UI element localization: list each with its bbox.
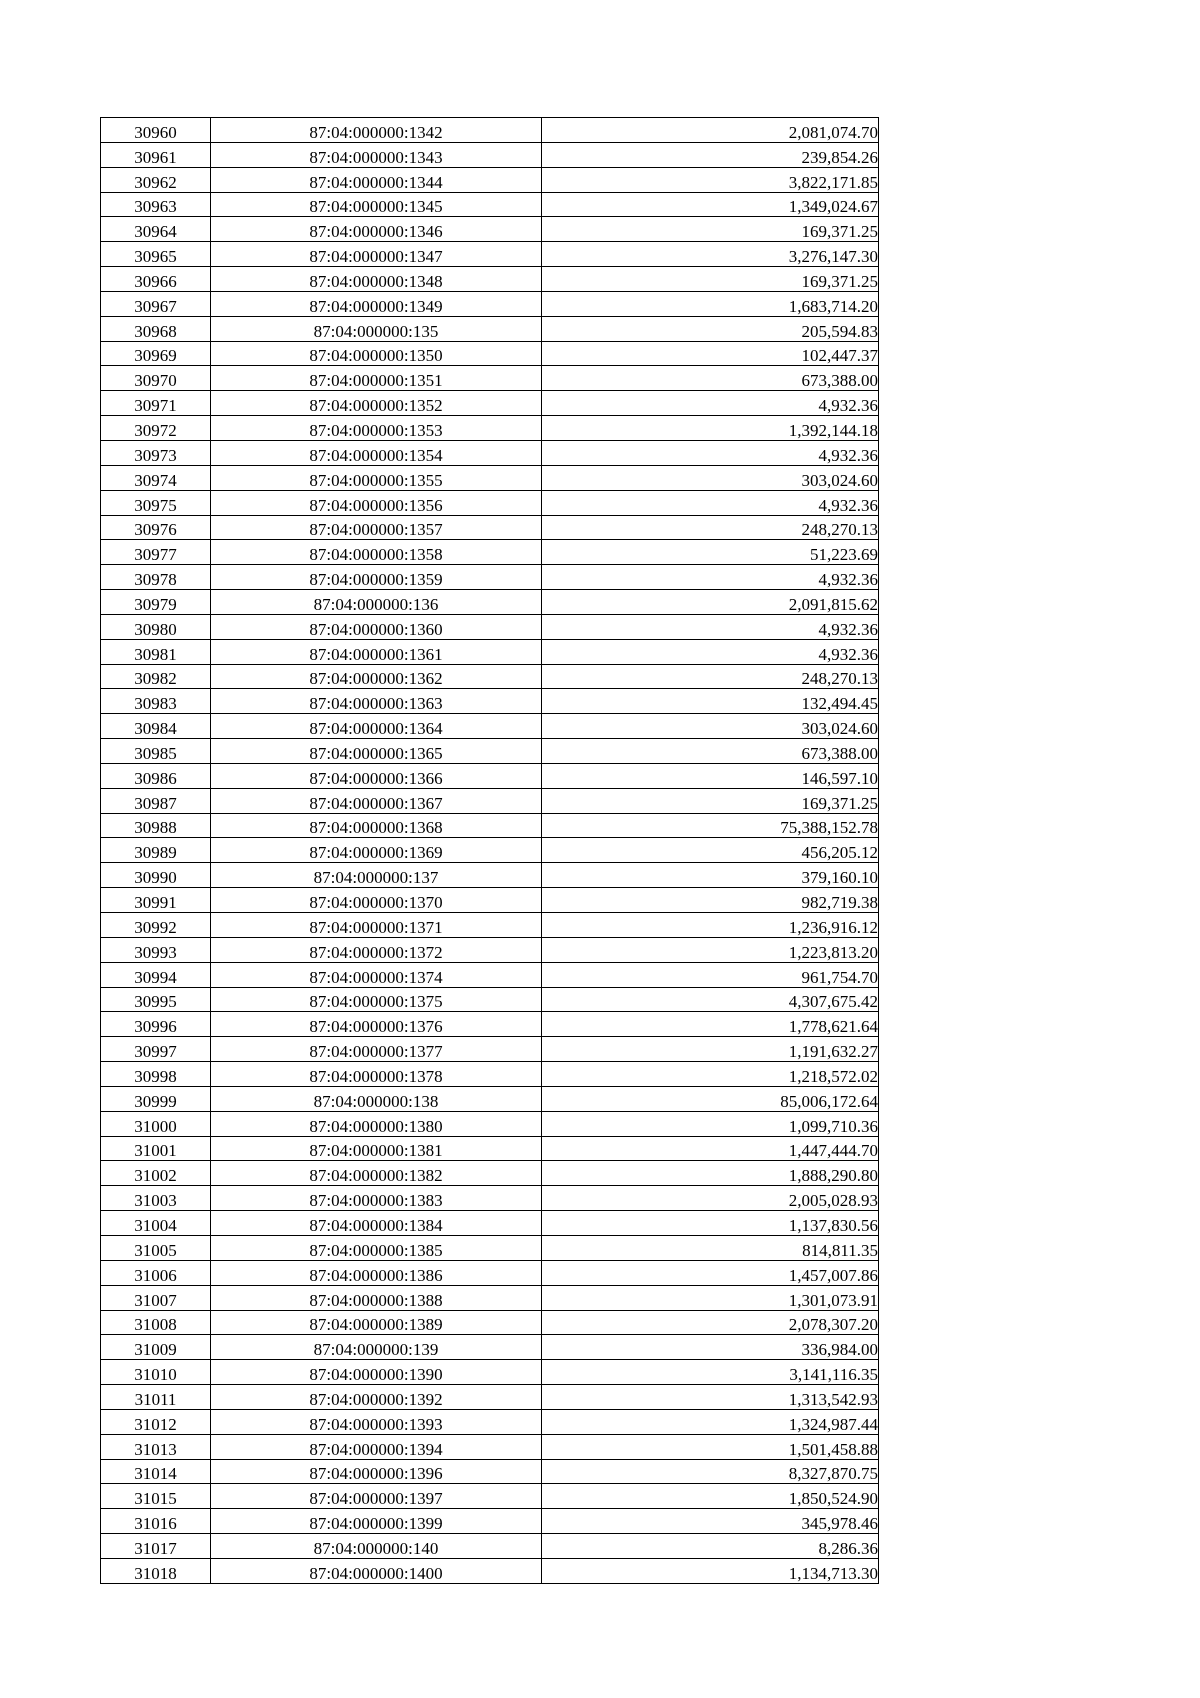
cadastral-number-cell: 87:04:000000:1397 [211, 1484, 542, 1509]
table-row [101, 664, 879, 689]
value-cell: 4,307,675.42 [542, 987, 879, 1012]
table-row [101, 416, 879, 441]
table-row [101, 1260, 879, 1285]
value-cell: 4,932.36 [542, 639, 879, 664]
value-cell: 303,024.60 [542, 714, 879, 739]
cadastral-number-cell: 87:04:000000:1380 [211, 1111, 542, 1136]
row-number-cell: 30994 [101, 962, 211, 987]
row-number-cell: 30978 [101, 565, 211, 590]
table-row [101, 142, 879, 167]
table-row [101, 490, 879, 515]
cadastral-number-cell: 87:04:000000:1383 [211, 1186, 542, 1211]
row-number-cell: 30995 [101, 987, 211, 1012]
row-number-cell: 31009 [101, 1335, 211, 1360]
row-number-cell: 30990 [101, 863, 211, 888]
value-cell: 1,501,458.88 [542, 1434, 879, 1459]
value-cell: 673,388.00 [542, 739, 879, 764]
table-row [101, 118, 879, 143]
cadastral-number-cell: 87:04:000000:136 [211, 590, 542, 615]
cadastral-number-cell: 87:04:000000:1368 [211, 813, 542, 838]
table-row [101, 1037, 879, 1062]
cadastral-number-cell: 87:04:000000:1347 [211, 242, 542, 267]
cadastral-number-cell: 87:04:000000:1344 [211, 167, 542, 192]
row-number-cell: 31016 [101, 1509, 211, 1534]
table-row [101, 813, 879, 838]
value-cell: 239,854.26 [542, 142, 879, 167]
row-number-cell: 31010 [101, 1360, 211, 1385]
value-cell: 1,137,830.56 [542, 1211, 879, 1236]
value-cell: 1,236,916.12 [542, 913, 879, 938]
table-row [101, 1012, 879, 1037]
row-number-cell: 31007 [101, 1285, 211, 1310]
table-row [101, 1484, 879, 1509]
value-cell: 248,270.13 [542, 664, 879, 689]
row-number-cell: 30964 [101, 217, 211, 242]
row-number-cell: 31011 [101, 1385, 211, 1410]
table-row [101, 1235, 879, 1260]
row-number-cell: 30986 [101, 763, 211, 788]
row-number-cell: 31015 [101, 1484, 211, 1509]
table-row [101, 1086, 879, 1111]
row-number-cell: 30996 [101, 1012, 211, 1037]
row-number-cell: 31008 [101, 1310, 211, 1335]
table-row [101, 440, 879, 465]
row-number-cell: 31004 [101, 1211, 211, 1236]
table-row [101, 366, 879, 391]
row-number-cell: 31005 [101, 1235, 211, 1260]
table-row [101, 590, 879, 615]
table-row [101, 913, 879, 938]
value-cell: 4,932.36 [542, 391, 879, 416]
table-row [101, 1335, 879, 1360]
value-cell: 1,301,073.91 [542, 1285, 879, 1310]
table-row [101, 1136, 879, 1161]
row-number-cell: 31018 [101, 1558, 211, 1583]
table-row [101, 1161, 879, 1186]
table-row [101, 1409, 879, 1434]
value-cell: 8,327,870.75 [542, 1459, 879, 1484]
row-number-cell: 30993 [101, 937, 211, 962]
value-cell: 1,349,024.67 [542, 192, 879, 217]
row-number-cell: 30973 [101, 440, 211, 465]
value-cell: 4,932.36 [542, 614, 879, 639]
cadastral-number-cell: 87:04:000000:1393 [211, 1409, 542, 1434]
cadastral-number-cell: 87:04:000000:140 [211, 1534, 542, 1559]
value-cell: 1,683,714.20 [542, 291, 879, 316]
row-number-cell: 30998 [101, 1062, 211, 1087]
value-cell: 2,091,815.62 [542, 590, 879, 615]
cadastral-number-cell: 87:04:000000:1357 [211, 515, 542, 540]
cadastral-number-cell: 87:04:000000:1392 [211, 1385, 542, 1410]
value-cell: 205,594.83 [542, 316, 879, 341]
cadastral-number-cell: 87:04:000000:1350 [211, 341, 542, 366]
value-cell: 85,006,172.64 [542, 1086, 879, 1111]
value-cell: 345,978.46 [542, 1509, 879, 1534]
cadastral-number-cell: 87:04:000000:1365 [211, 739, 542, 764]
value-cell: 1,457,007.86 [542, 1260, 879, 1285]
row-number-cell: 30980 [101, 614, 211, 639]
row-number-cell: 31017 [101, 1534, 211, 1559]
cadastral-number-cell: 87:04:000000:1370 [211, 888, 542, 913]
value-cell: 3,276,147.30 [542, 242, 879, 267]
table-row [101, 217, 879, 242]
table-row [101, 788, 879, 813]
value-cell: 1,223,813.20 [542, 937, 879, 962]
cadastral-number-cell: 87:04:000000:1351 [211, 366, 542, 391]
cadastral-number-cell: 87:04:000000:1388 [211, 1285, 542, 1310]
value-cell: 3,141,116.35 [542, 1360, 879, 1385]
row-number-cell: 30961 [101, 142, 211, 167]
table-row [101, 540, 879, 565]
value-cell: 1,447,444.70 [542, 1136, 879, 1161]
value-cell: 814,811.35 [542, 1235, 879, 1260]
cadastral-number-cell: 87:04:000000:1363 [211, 689, 542, 714]
table-row [101, 267, 879, 292]
cadastral-number-cell: 87:04:000000:1396 [211, 1459, 542, 1484]
row-number-cell: 31002 [101, 1161, 211, 1186]
value-cell: 1,218,572.02 [542, 1062, 879, 1087]
table-row [101, 1111, 879, 1136]
value-cell: 75,388,152.78 [542, 813, 879, 838]
cadastral-number-cell: 87:04:000000:139 [211, 1335, 542, 1360]
cadastral-number-cell: 87:04:000000:1356 [211, 490, 542, 515]
table-row [101, 391, 879, 416]
value-cell: 1,850,524.90 [542, 1484, 879, 1509]
cadastral-number-cell: 87:04:000000:1343 [211, 142, 542, 167]
cadastral-number-cell: 87:04:000000:1375 [211, 987, 542, 1012]
row-number-cell: 30987 [101, 788, 211, 813]
cadastral-number-cell: 87:04:000000:1374 [211, 962, 542, 987]
table-row [101, 1434, 879, 1459]
value-cell: 456,205.12 [542, 838, 879, 863]
cadastral-number-cell: 87:04:000000:1376 [211, 1012, 542, 1037]
table-row [101, 167, 879, 192]
row-number-cell: 31012 [101, 1409, 211, 1434]
table-row [101, 962, 879, 987]
table-row [101, 316, 879, 341]
table-row [101, 763, 879, 788]
value-cell: 169,371.25 [542, 267, 879, 292]
cadastral-number-cell: 87:04:000000:1348 [211, 267, 542, 292]
table-row [101, 465, 879, 490]
value-cell: 4,932.36 [542, 440, 879, 465]
cadastral-number-cell: 87:04:000000:1378 [211, 1062, 542, 1087]
table-row [101, 1211, 879, 1236]
row-number-cell: 30982 [101, 664, 211, 689]
table-row [101, 937, 879, 962]
value-cell: 4,932.36 [542, 565, 879, 590]
table-row [101, 838, 879, 863]
row-number-cell: 30970 [101, 366, 211, 391]
table-body [101, 118, 879, 1584]
value-cell: 3,822,171.85 [542, 167, 879, 192]
value-cell: 1,134,713.30 [542, 1558, 879, 1583]
value-cell: 1,778,621.64 [542, 1012, 879, 1037]
cadastral-number-cell: 87:04:000000:1346 [211, 217, 542, 242]
cadastral-number-cell: 87:04:000000:1362 [211, 664, 542, 689]
table-row [101, 1360, 879, 1385]
table-row [101, 1509, 879, 1534]
table-row [101, 739, 879, 764]
row-number-cell: 30979 [101, 590, 211, 615]
row-number-cell: 30997 [101, 1037, 211, 1062]
cadastral-number-cell: 87:04:000000:1377 [211, 1037, 542, 1062]
row-number-cell: 31013 [101, 1434, 211, 1459]
value-cell: 169,371.25 [542, 217, 879, 242]
cadastral-number-cell: 87:04:000000:1366 [211, 763, 542, 788]
row-number-cell: 30967 [101, 291, 211, 316]
table-row [101, 714, 879, 739]
table-row [101, 1558, 879, 1583]
table-row [101, 565, 879, 590]
value-cell: 1,099,710.36 [542, 1111, 879, 1136]
cadastral-number-cell: 87:04:000000:1358 [211, 540, 542, 565]
row-number-cell: 30992 [101, 913, 211, 938]
value-cell: 673,388.00 [542, 366, 879, 391]
cadastral-value-table [100, 117, 879, 1584]
value-cell: 1,392,144.18 [542, 416, 879, 441]
row-number-cell: 31014 [101, 1459, 211, 1484]
cadastral-number-cell: 87:04:000000:1361 [211, 639, 542, 664]
row-number-cell: 30981 [101, 639, 211, 664]
cadastral-number-cell: 87:04:000000:135 [211, 316, 542, 341]
row-number-cell: 31006 [101, 1260, 211, 1285]
cadastral-number-cell: 87:04:000000:1352 [211, 391, 542, 416]
row-number-cell: 30988 [101, 813, 211, 838]
value-cell: 51,223.69 [542, 540, 879, 565]
value-cell: 102,447.37 [542, 341, 879, 366]
cadastral-number-cell: 87:04:000000:1385 [211, 1235, 542, 1260]
table-row [101, 1285, 879, 1310]
cadastral-number-cell: 87:04:000000:1364 [211, 714, 542, 739]
cadastral-number-cell: 87:04:000000:1342 [211, 118, 542, 143]
cadastral-number-cell: 87:04:000000:1384 [211, 1211, 542, 1236]
value-cell: 146,597.10 [542, 763, 879, 788]
row-number-cell: 31003 [101, 1186, 211, 1211]
cadastral-number-cell: 87:04:000000:1360 [211, 614, 542, 639]
row-number-cell: 30969 [101, 341, 211, 366]
row-number-cell: 30989 [101, 838, 211, 863]
row-number-cell: 30983 [101, 689, 211, 714]
row-number-cell: 30963 [101, 192, 211, 217]
table-row [101, 1385, 879, 1410]
value-cell: 248,270.13 [542, 515, 879, 540]
table-row [101, 1310, 879, 1335]
table-row [101, 192, 879, 217]
cadastral-number-cell: 87:04:000000:1400 [211, 1558, 542, 1583]
cadastral-number-cell: 87:04:000000:1386 [211, 1260, 542, 1285]
value-cell: 961,754.70 [542, 962, 879, 987]
value-cell: 2,005,028.93 [542, 1186, 879, 1211]
table-row [101, 639, 879, 664]
row-number-cell: 30975 [101, 490, 211, 515]
table-row [101, 614, 879, 639]
row-number-cell: 30972 [101, 416, 211, 441]
cadastral-number-cell: 87:04:000000:1367 [211, 788, 542, 813]
cadastral-number-cell: 87:04:000000:1369 [211, 838, 542, 863]
row-number-cell: 30976 [101, 515, 211, 540]
cadastral-number-cell: 87:04:000000:1382 [211, 1161, 542, 1186]
cadastral-number-cell: 87:04:000000:137 [211, 863, 542, 888]
table-row [101, 242, 879, 267]
cadastral-number-cell: 87:04:000000:1381 [211, 1136, 542, 1161]
value-cell: 8,286.36 [542, 1534, 879, 1559]
cadastral-number-cell: 87:04:000000:1359 [211, 565, 542, 590]
row-number-cell: 30977 [101, 540, 211, 565]
value-cell: 336,984.00 [542, 1335, 879, 1360]
row-number-cell: 30985 [101, 739, 211, 764]
row-number-cell: 31000 [101, 1111, 211, 1136]
cadastral-number-cell: 87:04:000000:1390 [211, 1360, 542, 1385]
table-row [101, 1534, 879, 1559]
table-row [101, 291, 879, 316]
cadastral-number-cell: 87:04:000000:1353 [211, 416, 542, 441]
value-cell: 982,719.38 [542, 888, 879, 913]
value-cell: 4,932.36 [542, 490, 879, 515]
row-number-cell: 30966 [101, 267, 211, 292]
value-cell: 379,160.10 [542, 863, 879, 888]
value-cell: 1,313,542.93 [542, 1385, 879, 1410]
table-row [101, 1062, 879, 1087]
cadastral-number-cell: 87:04:000000:1355 [211, 465, 542, 490]
value-cell: 169,371.25 [542, 788, 879, 813]
value-cell: 1,888,290.80 [542, 1161, 879, 1186]
row-number-cell: 31001 [101, 1136, 211, 1161]
cadastral-number-cell: 87:04:000000:1389 [211, 1310, 542, 1335]
row-number-cell: 30968 [101, 316, 211, 341]
value-cell: 2,078,307.20 [542, 1310, 879, 1335]
value-cell: 1,191,632.27 [542, 1037, 879, 1062]
table-row [101, 888, 879, 913]
row-number-cell: 30974 [101, 465, 211, 490]
table-row [101, 987, 879, 1012]
cadastral-number-cell: 87:04:000000:1349 [211, 291, 542, 316]
table-row [101, 1459, 879, 1484]
table-row [101, 689, 879, 714]
row-number-cell: 30991 [101, 888, 211, 913]
value-cell: 132,494.45 [542, 689, 879, 714]
table-row [101, 863, 879, 888]
table-row [101, 1186, 879, 1211]
table-row [101, 515, 879, 540]
cadastral-number-cell: 87:04:000000:1399 [211, 1509, 542, 1534]
row-number-cell: 30962 [101, 167, 211, 192]
row-number-cell: 30960 [101, 118, 211, 143]
cadastral-number-cell: 87:04:000000:1345 [211, 192, 542, 217]
value-cell: 1,324,987.44 [542, 1409, 879, 1434]
table-row [101, 341, 879, 366]
cadastral-number-cell: 87:04:000000:1394 [211, 1434, 542, 1459]
cadastral-number-cell: 87:04:000000:1372 [211, 937, 542, 962]
cadastral-number-cell: 87:04:000000:1354 [211, 440, 542, 465]
row-number-cell: 30984 [101, 714, 211, 739]
row-number-cell: 30971 [101, 391, 211, 416]
cadastral-number-cell: 87:04:000000:1371 [211, 913, 542, 938]
row-number-cell: 30999 [101, 1086, 211, 1111]
value-cell: 303,024.60 [542, 465, 879, 490]
value-cell: 2,081,074.70 [542, 118, 879, 143]
row-number-cell: 30965 [101, 242, 211, 267]
cadastral-number-cell: 87:04:000000:138 [211, 1086, 542, 1111]
